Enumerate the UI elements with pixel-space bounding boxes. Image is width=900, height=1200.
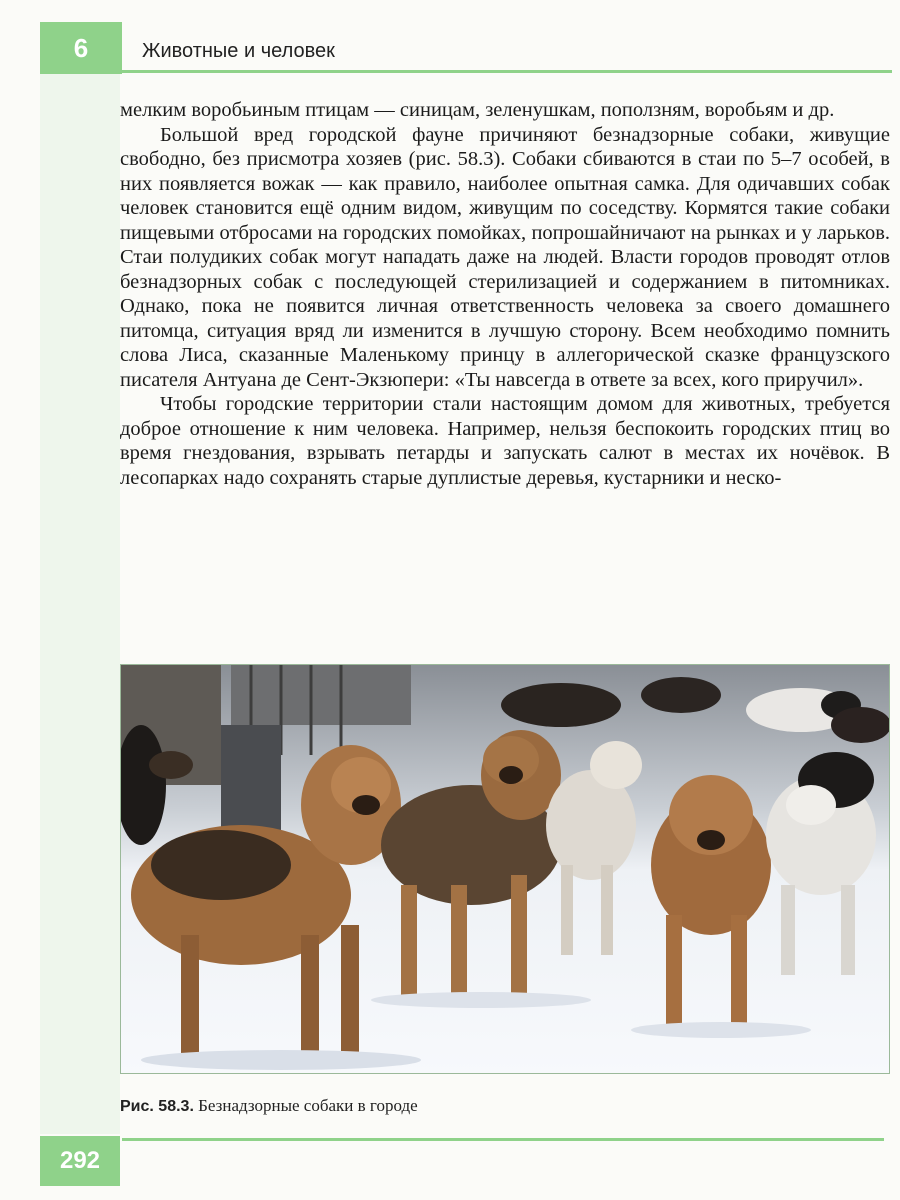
header-rule: [122, 70, 892, 73]
paragraph: мелким воробьиным птицам — синицам, зеленушкам, поползням, воробьям и др.: [120, 99, 835, 121]
figure-label: Рис. 58.3.: [120, 1098, 194, 1115]
chapter-tab: [40, 22, 122, 74]
body-text: [120, 98, 890, 490]
photo-illustration: [121, 665, 890, 1074]
running-header-title: Животные и человек: [142, 40, 335, 62]
page-number-tab: [40, 1136, 120, 1186]
chapter-number: 6: [73, 32, 89, 63]
paragraph: Большой вред городской фауне причиняют безнадзорные собаки, живущие свободно, без присмотра хозяев (рис. 58.3). Собаки сбиваются в стаи по 5–7 особей, в них появляется вожак — как правило, наиболее опытная самка. Для одичавших собак человек становится ещё одним видом, живущим по соседству. Кормятся такие собаки пищевыми отбросами на городских помойках, попрошайничают на рынках и у ларьков. Стаи полудиких собак могут нападать даже на людей. Власти городов проводят отлов безнадзорных собак с последующей стерилизацией и содержанием в питомниках. Однако, пока не появится личная ответственность человека за своего домашнего питомца, ситуация вряд ли изменится в лучшую сторону. Всем необходимо помнить слова Лиса, сказанные Маленькому принцу в аллегорической сказке французского писателя Антуана де Сент-Экзюпери: «Ты навсегда в ответе за всех, кого приручил».: [120, 123, 890, 391]
figure-photo-stray-dogs: [120, 664, 890, 1074]
figure-caption-text: Безнадзорные собаки в городе: [198, 1096, 418, 1115]
figure-caption: [120, 1096, 418, 1116]
page-number: 292: [59, 1147, 101, 1174]
paragraph: Чтобы городские территории стали настоящим домом для животных, требуется доброе отношение к ним человека. Например, нельзя беспокоить городских птиц во время гнездования, взрывать петарды и запускать салют в местах их ночёвок. В лесопарках надо сохранять старые дуплистые деревья, кустарники и неско-: [120, 393, 890, 489]
margin-band: [40, 74, 120, 1134]
footer-rule: [122, 1138, 884, 1141]
